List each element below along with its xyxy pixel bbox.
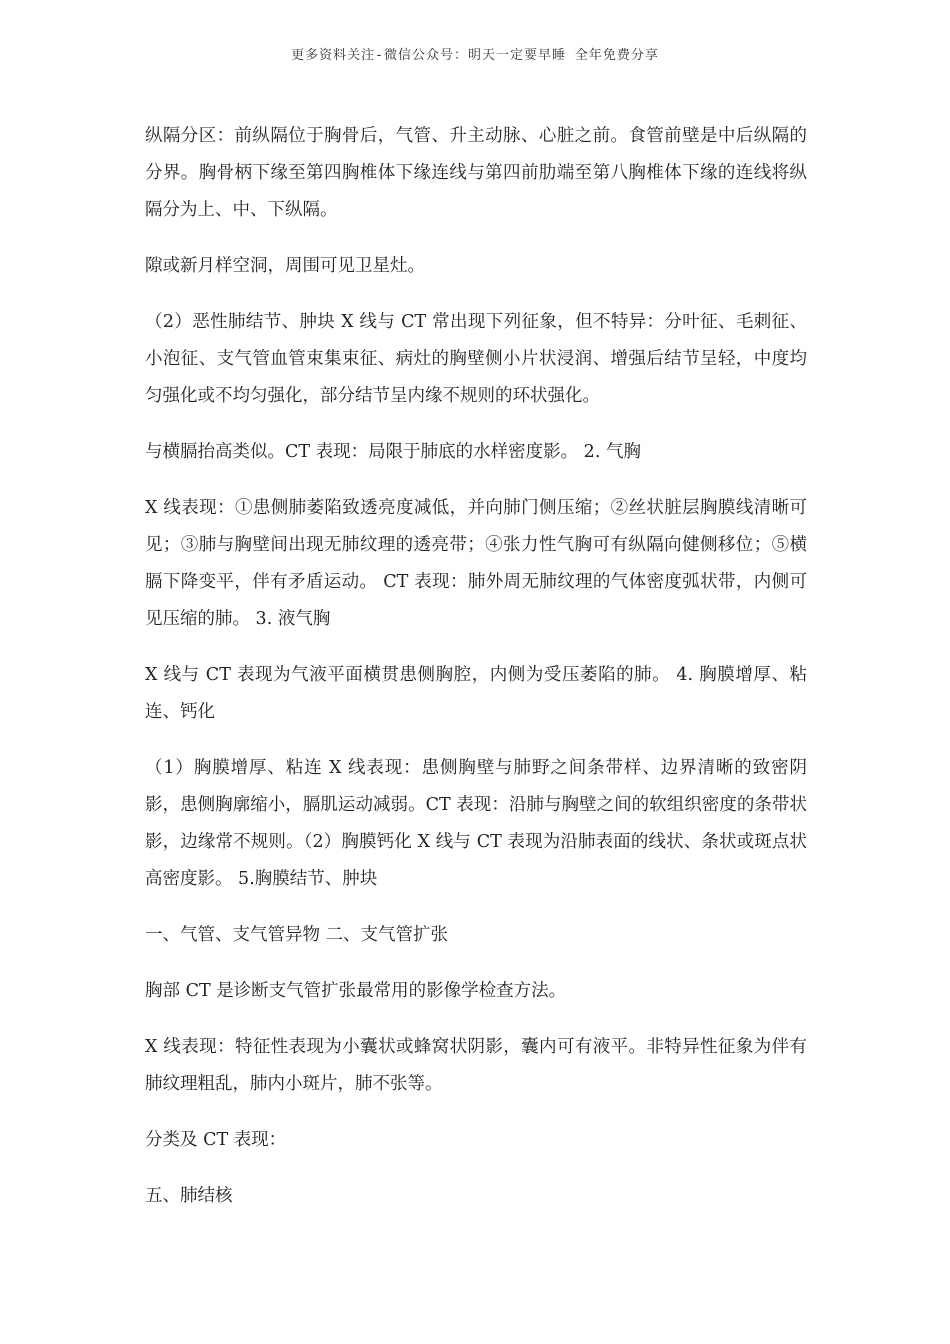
page-header: 更多资料关注-微信公众号：明天一定要早睡 全年免费分享 [291, 48, 659, 63]
paragraph-bronchiectasis-xray: X 线表现：特征性表现为小囊状或蜂窝状阴影，囊内可有液平。非特异性征象为伴有肺纹理粗乱，肺内小斑片，肺不张等。 [145, 1037, 807, 1094]
paragraph-section-heading-tuberculosis: 五、肺结核 [145, 1186, 233, 1206]
paragraph-subpulmonic-effusion: 与横膈抬高类似。CT 表现：局限于肺底的水样密度影。 2. 气胸 [145, 442, 641, 462]
paragraph-chest-ct: 胸部 CT 是诊断支气管扩张最常用的影像学检查方法。 [145, 981, 567, 1001]
document-body [145, 118, 807, 1234]
paragraph-pleural-thickening: （1）胸膜增厚、粘连 X 线表现：患侧胸壁与肺野之间条带样、边界清晰的致密阴影，患侧胸廓缩小，膈肌运动减弱。CT 表现：沿肺与胸壁之间的软组织密度的条带状影，边缘常不规则。（2）胸膜钙化 X 线与 CT 表现为沿肺表面的线状、条状或斑点状高密度影。 5.胸膜结节、肿块 [145, 758, 807, 889]
paragraph-mediastinum-division: 纵隔分区：前纵隔位于胸骨后，气管、升主动脉、心脏之前。食管前壁是中后纵隔的分界。胸骨柄下缘至第四胸椎体下缘连线与第四前肋端至第八胸椎体下缘的连线将纵隔分为上、中、下纵隔。 [145, 126, 807, 220]
paragraph-hydropneumothorax: X 线与 CT 表现为气液平面横贯患侧胸腔，内侧为受压萎陷的肺。 4. 胸膜增厚、粘连、钙化 [145, 665, 807, 722]
paragraph-cavity: 隙或新月样空洞，周围可见卫星灶。 [145, 256, 425, 276]
paragraph-classification: 分类及 CT 表现： [145, 1130, 287, 1150]
paragraph-section-heading-bronchi: 一、气管、支气管异物 二、支气管扩张 [145, 925, 449, 945]
paragraph-malignant-nodule: （2）恶性肺结节、肿块 X 线与 CT 常出现下列征象，但不特异：分叶征、毛刺征、小泡征、支气管血管束集束征、病灶的胸壁侧小片状浸润、增强后结节呈轻，中度均匀强化或不均匀强化，部分结节呈内缘不规则的环状强化。 [145, 312, 807, 406]
paragraph-pneumothorax: X 线表现：①患侧肺萎陷致透亮度减低，并向肺门侧压缩；②丝状脏层胸膜线清晰可见；③肺与胸壁间出现无肺纹理的透亮带；④张力性气胸可有纵隔向健侧移位；⑤横膈下降变平，伴有矛盾运动。 CT 表现：肺外周无肺纹理的气体密度弧状带，内侧可见压缩的肺。 3. 液气胸 [145, 498, 807, 629]
